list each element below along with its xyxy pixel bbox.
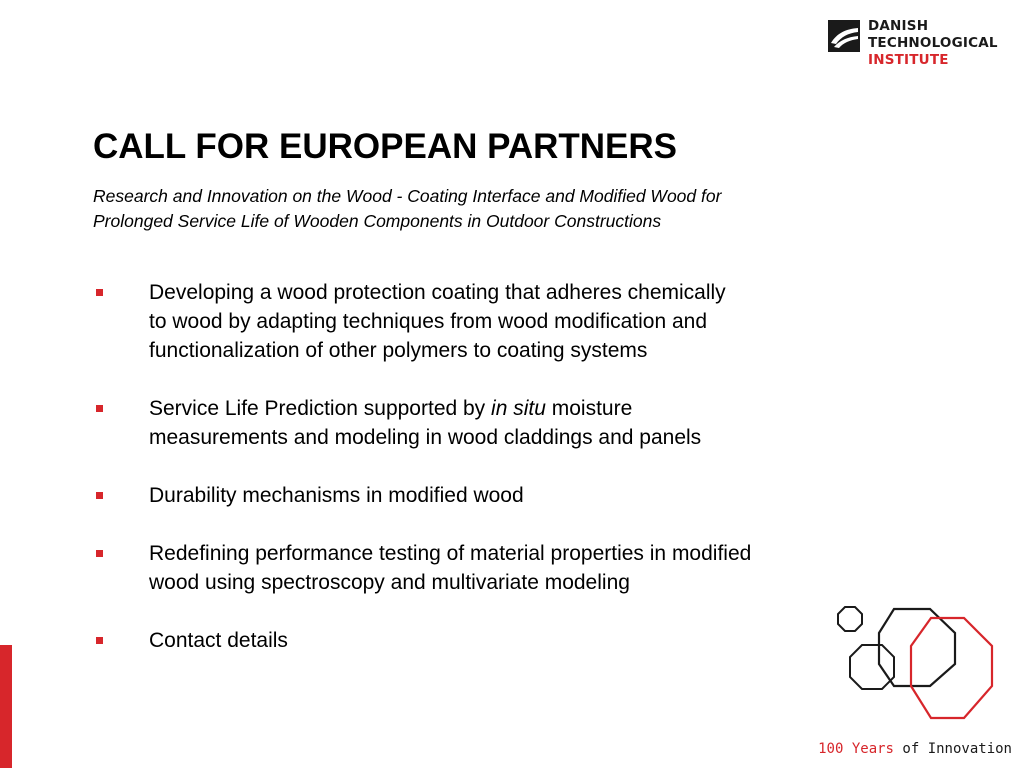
- bullet-text-line: measurements and modeling in wood claddings and panels: [149, 426, 702, 449]
- bullet-text-line: wood using spectroscopy and multivariate modeling: [149, 571, 630, 594]
- subtitle-line-2: Prolonged Service Life of Wooden Components in Outdoor Constructions: [93, 211, 662, 231]
- octagon-medium-dark: [850, 645, 894, 689]
- logo-text-danish: DANISH: [868, 18, 929, 34]
- bullet-item: [93, 394, 873, 452]
- octagon-decoration: [830, 600, 1020, 725]
- bullet-text-line: to wood by adapting techniques from wood modification and: [149, 310, 708, 333]
- bullet-text-line: [149, 394, 873, 423]
- bullet-item: [93, 481, 873, 510]
- bullet-list: [93, 278, 873, 684]
- subtitle-line-1: Research and Innovation on the Wood - Coating Interface and Modified Wood for: [93, 186, 722, 206]
- logo-mark-icon: [828, 20, 860, 52]
- logo-text-technological: TECHNOLOGICAL: [868, 35, 998, 51]
- bullet-square-icon: [96, 289, 103, 296]
- octagon-large-dark: [879, 609, 955, 686]
- bullet-text-line: Contact details: [149, 629, 288, 652]
- left-accent-bar: [0, 645, 12, 768]
- bullet-text-segment: Service Life Prediction supported by: [149, 397, 492, 420]
- slide-subtitle: [93, 184, 893, 234]
- slide-title: CALL FOR EUROPEAN PARTNERS: [93, 127, 678, 166]
- bullet-text-line: Durability mechanisms in modified wood: [149, 484, 524, 507]
- tagline-rest: of Innovation: [893, 741, 1012, 757]
- bullet-square-icon: [96, 492, 103, 499]
- bullet-square-icon: [96, 550, 103, 557]
- bullet-item: [93, 278, 873, 365]
- tagline-accent: 100 Years: [818, 741, 894, 757]
- danish-technological-institute-logo: [828, 18, 1018, 72]
- bullet-text-line: Redefining performance testing of material properties in modified: [149, 542, 752, 565]
- bullet-item: [93, 539, 873, 597]
- bullet-text-line: Developing a wood protection coating that adheres chemically: [149, 281, 726, 304]
- bullet-text-italic: in situ: [491, 397, 546, 420]
- octagon-small: [838, 607, 862, 631]
- bullet-square-icon: [96, 405, 103, 412]
- footer-tagline: [818, 741, 1012, 757]
- logo-text-institute: INSTITUTE: [868, 52, 949, 68]
- bullet-text-segment: moisture: [545, 397, 633, 420]
- bullet-item: [93, 626, 873, 655]
- bullet-text-line: functionalization of other polymers to coating systems: [149, 339, 648, 362]
- bullet-square-icon: [96, 637, 103, 644]
